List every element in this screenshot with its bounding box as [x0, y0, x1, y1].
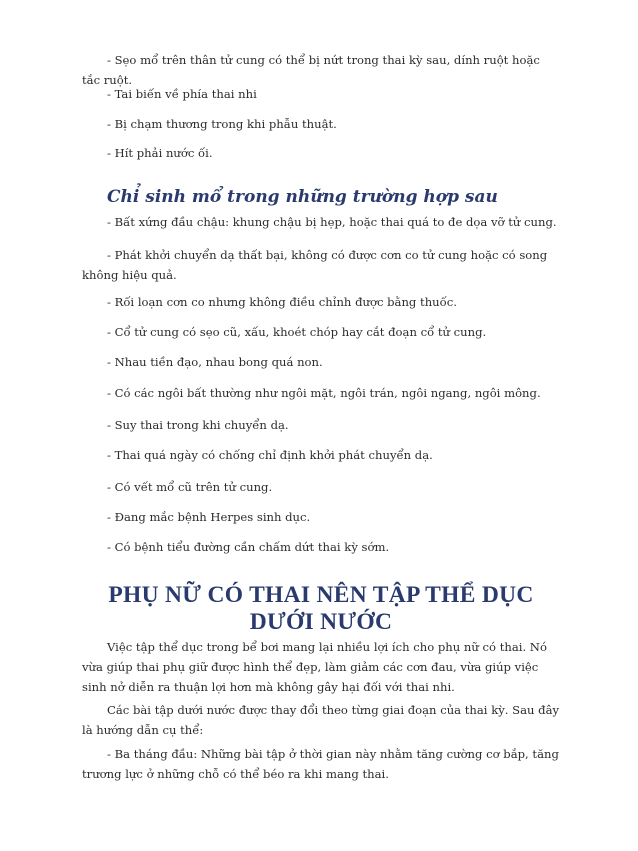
list-item: - Cổ tử cung có sẹo cũ, xấu, khoét chóp hay cắt đoạn cổ tử cung.	[107, 325, 487, 339]
body-paragraph: - Ba tháng đầu: Những bài tập ở thời gian này nhằm tăng cường cơ bắp, tăng trương lực ở những chỗ có thể béo ra khi mang thai.	[82, 747, 559, 781]
body-paragraph: Việc tập thể dục trong bể bơi mang lại nhiều lợi ích cho phụ nữ có thai. Nó vừa giúp thai phụ giữ được hình thể đẹp, làm giảm các cơn đau, vừa giúp việc sinh nở diễn ra thuận lợi hơn mà không gây hại đối với thai nhi.	[82, 640, 547, 694]
list-item: - Rối loạn cơn co nhưng không điều chỉnh được bằng thuốc.	[107, 295, 457, 309]
list-item: - Phát khởi chuyển dạ thất bại, không có được cơn co tử cung hoặc có song không hiệu quả.	[82, 248, 548, 282]
list-item: - Có bệnh tiểu đường cần chấm dứt thai kỳ sớm.	[107, 540, 390, 554]
list-item: - Nhau tiền đạo, nhau bong quá non.	[107, 355, 323, 369]
body-paragraph: Các bài tập dưới nước được thay đổi theo từng giai đoạn của thai kỳ. Sau đây là hướng dẫn cụ thể:	[82, 703, 560, 737]
list-item: - Sẹo mổ trên thân tử cung có thể bị nứt trong thai kỳ sau, dính ruột hoặc tắc ruột.	[82, 53, 540, 87]
list-item: - Bị chạm thương trong khi phẫu thuật.	[107, 117, 337, 131]
list-item: - Có các ngôi bất thường như ngôi mặt, ngôi trán, ngôi ngang, ngôi mông.	[107, 386, 541, 400]
list-item: - Hít phải nước ối.	[107, 146, 213, 160]
list-item: - Đang mắc bệnh Herpes sinh dục.	[107, 510, 311, 524]
list-item: - Tai biến về phía thai nhi	[107, 87, 257, 101]
list-item: - Suy thai trong khi chuyển dạ.	[107, 418, 289, 432]
chapter-title: PHỤ NỮ CÓ THAI NÊN TẬP THỂ DỤC DƯỚI NƯỚC	[108, 582, 534, 635]
list-item: - Có vết mổ cũ trên tử cung.	[107, 480, 273, 494]
list-item: - Thai quá ngày có chống chỉ định khởi phát chuyển dạ.	[107, 448, 433, 462]
list-item: - Bất xứng đầu chậu: khung chậu bị hẹp, hoặc thai quá to đe dọa vỡ tử cung.	[107, 215, 557, 229]
section-heading: Chỉ sinh mổ trong những trường hợp sau	[107, 187, 498, 207]
